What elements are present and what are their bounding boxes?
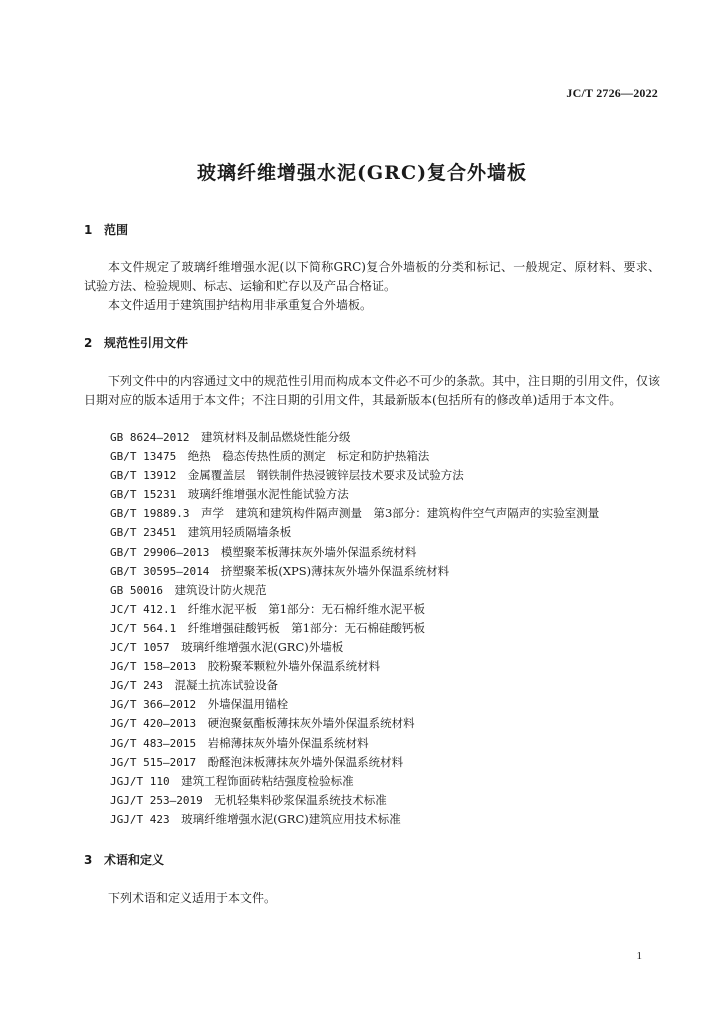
reference-title: 模塑聚苯板薄抹灰外墙外保温系统材料 bbox=[220, 544, 417, 559]
reference-code: GB/T 30595—2014 bbox=[110, 564, 210, 578]
section-heading-terms-and-definitions bbox=[84, 851, 164, 868]
scope-paragraph-2: 本文件适用于建筑围护结构用非承重复合外墙板。 bbox=[108, 298, 373, 312]
reference-code: JG/T 243 bbox=[110, 679, 163, 693]
reference-item bbox=[110, 676, 599, 695]
reference-title: 挤塑聚苯板(XPS)薄抹灰外墙外保温系统材料 bbox=[220, 563, 450, 578]
terms-intro-paragraph: 下列术语和定义适用于本文件。 bbox=[108, 891, 277, 905]
reference-title: 玻璃纤维增强水泥(GRC)外墙板 bbox=[181, 640, 344, 655]
reference-code: GB/T 23451 bbox=[110, 526, 177, 540]
reference-item bbox=[110, 428, 599, 447]
reference-title: 岩棉薄抹灰外墙外保温系统材料 bbox=[207, 735, 369, 750]
reference-code: GB 8624—2012 bbox=[110, 431, 190, 444]
reference-title: 金属覆盖层 钢铁制件热浸镀锌层技术要求及试验方法 bbox=[187, 468, 464, 483]
reference-title: 外墙保温用锚栓 bbox=[207, 697, 289, 712]
section-heading-scope bbox=[84, 221, 128, 238]
reference-title: 绝热 稳态传热性质的测定 标定和防护热箱法 bbox=[187, 449, 430, 464]
reference-item bbox=[110, 466, 599, 485]
reference-title: 玻璃纤维增强水泥性能试验方法 bbox=[187, 487, 349, 502]
reference-title: 建筑材料及制品燃烧性能分级 bbox=[200, 430, 351, 444]
scope-paragraph-1: 本文件规定了玻璃纤维增强水泥(以下简称GRC)复合外墙板的分类和标记、一般规定、原材料、要求、试验方法、检验规则、标志、运输和贮存以及产品合格证。 bbox=[84, 260, 660, 293]
reference-item bbox=[110, 734, 599, 753]
reference-code: GB/T 13912 bbox=[110, 469, 177, 483]
reference-item bbox=[110, 638, 599, 657]
reference-code: JG/T 366—2012 bbox=[110, 698, 197, 712]
reference-title: 建筑工程饰面砖粘结强度检验标准 bbox=[181, 773, 354, 788]
reference-code: GB/T 15231 bbox=[110, 488, 177, 502]
reference-code: JG/T 158—2013 bbox=[110, 660, 197, 674]
reference-item bbox=[110, 447, 599, 466]
reference-code: JGJ/T 253—2019 bbox=[110, 793, 203, 807]
reference-item bbox=[110, 657, 599, 676]
references-intro-paragraph: 下列文件中的内容通过文中的规范性引用而构成本文件必不可少的条款。其中，注日期的引用文件，仅该日期对应的版本适用于本文件；不注日期的引用文件，其最新版本(包括所有的修改单)适用于本文件。 bbox=[84, 374, 661, 407]
reference-code: JG/T 420—2013 bbox=[110, 717, 197, 731]
reference-item bbox=[110, 714, 599, 733]
reference-code: GB/T 13475 bbox=[110, 450, 177, 464]
reference-title: 无机轻集料砂浆保温系统技术标准 bbox=[214, 792, 387, 807]
document-title: 玻璃纤维增强水泥(GRC)复合外墙板 bbox=[196, 162, 528, 184]
reference-item bbox=[110, 772, 599, 791]
reference-code: JG/T 483—2015 bbox=[110, 736, 197, 750]
section-title: 规范性引用文件 bbox=[104, 336, 189, 350]
reference-item bbox=[110, 810, 599, 829]
reference-code: JC/T 1057 bbox=[110, 641, 170, 655]
reference-item bbox=[110, 791, 599, 810]
reference-code: JGJ/T 423 bbox=[110, 812, 170, 826]
reference-code: JGJ/T 110 bbox=[110, 774, 170, 788]
section-number: 3 bbox=[84, 853, 93, 867]
section-title: 术语和定义 bbox=[104, 853, 165, 867]
standard-code: JC/T 2726—2022 bbox=[566, 86, 658, 100]
reference-code: GB/T 29906—2013 bbox=[110, 545, 210, 559]
reference-title: 胶粉聚苯颗粒外墙外保温系统材料 bbox=[207, 659, 381, 674]
reference-item bbox=[110, 485, 599, 504]
reference-item bbox=[110, 619, 599, 638]
reference-item bbox=[110, 581, 599, 600]
reference-title: 建筑用轻质隔墙条板 bbox=[187, 525, 292, 540]
reference-title: 建筑设计防火规范 bbox=[174, 582, 267, 597]
reference-item bbox=[110, 600, 599, 619]
section-number: 2 bbox=[84, 336, 93, 350]
reference-title: 酚醛泡沫板薄抹灰外墙外保温系统材料 bbox=[207, 754, 404, 769]
reference-title: 混凝土抗冻试验设备 bbox=[174, 678, 278, 693]
reference-code: GB/T 19889.3 bbox=[110, 507, 190, 521]
reference-item bbox=[110, 695, 599, 714]
reference-title: 纤维增强硅酸钙板 第1部分：无石棉硅酸钙板 bbox=[187, 620, 426, 635]
page-number: 1 bbox=[636, 950, 642, 962]
reference-code: JC/T 412.1 bbox=[110, 602, 177, 616]
reference-item bbox=[110, 753, 599, 772]
section-heading-normative-references bbox=[84, 334, 188, 351]
reference-code: GB 50016 bbox=[110, 583, 163, 597]
reference-title: 硬泡聚氨酯板薄抹灰外墙外保温系统材料 bbox=[207, 716, 415, 731]
reference-title: 声学 建筑和建筑构件隔声测量 第3部分：建筑构件空气声隔声的实验室测量 bbox=[200, 506, 600, 521]
reference-item bbox=[110, 523, 599, 542]
reference-title: 玻璃纤维增强水泥(GRC)建筑应用技术标准 bbox=[181, 811, 401, 826]
reference-list bbox=[110, 428, 599, 829]
reference-item bbox=[110, 562, 599, 581]
section-number: 1 bbox=[84, 223, 93, 237]
reference-code: JC/T 564.1 bbox=[110, 621, 177, 635]
reference-title: 纤维水泥平板 第1部分：无石棉纤维水泥平板 bbox=[187, 601, 426, 616]
reference-item bbox=[110, 504, 599, 523]
reference-code: JG/T 515—2017 bbox=[110, 755, 197, 769]
section-title: 范围 bbox=[104, 223, 129, 237]
reference-item bbox=[110, 543, 599, 562]
